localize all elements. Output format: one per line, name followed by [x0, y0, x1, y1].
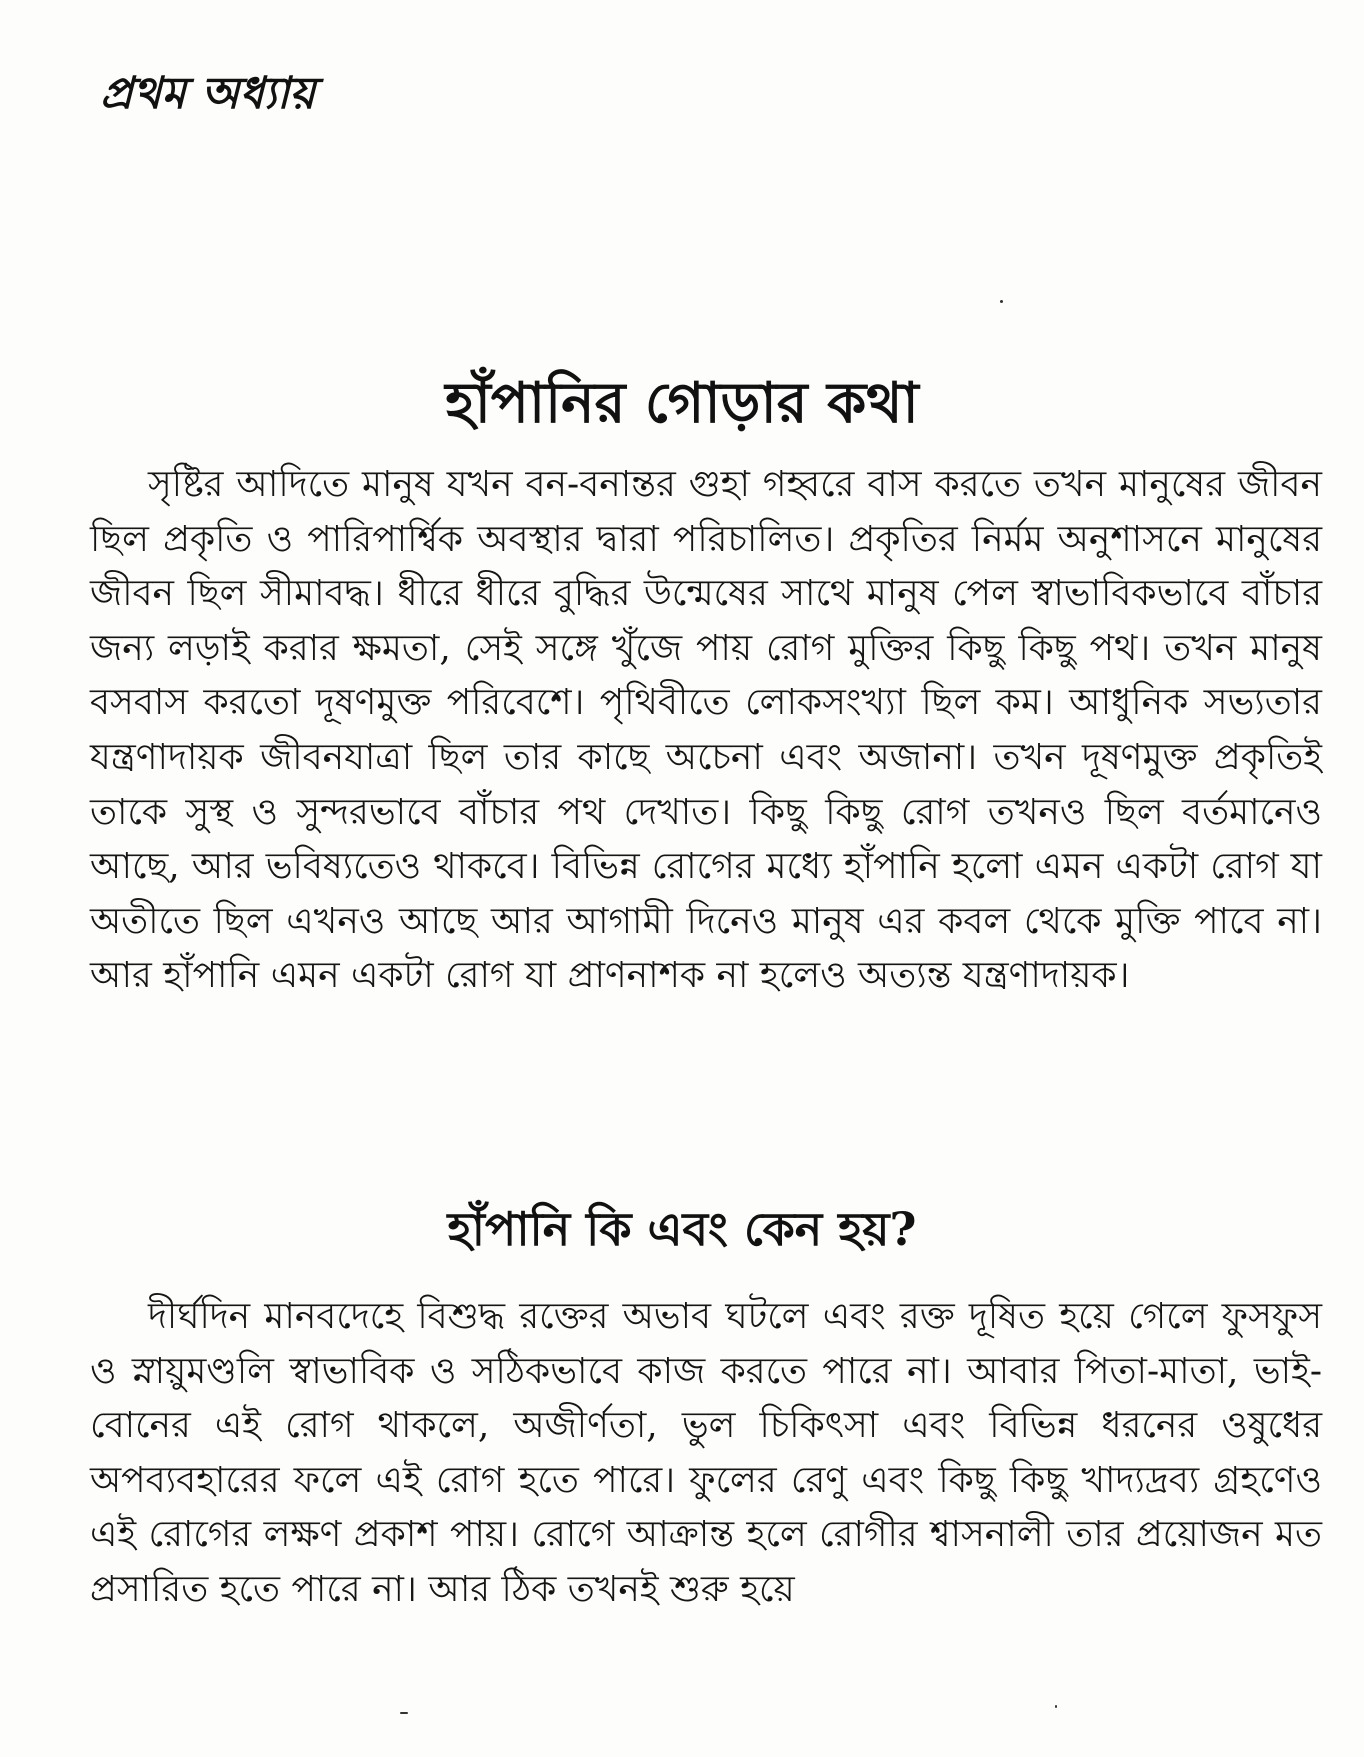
body-paragraph-what-and-why: দীর্ঘদিন মানবদেহে বিশুদ্ধ রক্তের অভাব ঘটলে এবং রক্ত দূষিত হয়ে গেলে ফুসফুস ও স্নায়ুমণ্ডলি স্বাভাবিক ও সঠিকভাবে কাজ করতে পারে না। আবার পিতা-মাতা, ভাই-বোনের এই রোগ থাকলে, অজীর্ণতা, ভুল চিকিৎসা এবং বিভিন্ন ধরনের ওষুধের অপব্যবহারের ফলে এই রোগ হতে পারে। ফুলের রেণু এবং কিছু কিছু খাদ্যদ্রব্য গ্রহণেও এই রোগের লক্ষণ প্রকাশ পায়। রোগে আক্রান্ত হলে রোগীর শ্বাসনালী তার প্রয়োজন মত প্রসারিত হতে পারে না। আর ঠিক তখনই শুরু হয়ে	[90, 1296, 1322, 1610]
scan-speck	[400, 1712, 408, 1714]
section-heading-what-and-why: হাঁপানি কি এবং কেন হয়?	[447, 1202, 917, 1256]
scan-speck	[1000, 300, 1003, 303]
section-heading-origins: হাঁপানির গোড়ার কথা	[445, 370, 919, 436]
body-paragraph-origins: সৃষ্টির আদিতে মানুষ যখন বন-বনান্তর গুহা গহ্বরে বাস করতে তখন মানুষের জীবন ছিল প্রকৃতি ও পারিপার্শ্বিক অবস্থার দ্বারা পরিচালিত। প্রকৃতির নির্মম অনুশাসনে মানুষের জীবন ছিল সীমাবদ্ধ। ধীরে ধীরে বুদ্ধির উন্মেষের সাথে মানুষ পেল স্বাভাবিকভাবে বাঁচার জন্য লড়াই করার ক্ষমতা, সেই সঙ্গে খুঁজে পায় রোগ মুক্তির কিছু কিছু পথ। তখন মানুষ বসবাস করতো দূষণমুক্ত পরিবেশে। পৃথিবীতে লোকসংখ্যা ছিল কম। আধুনিক সভ্যতার যন্ত্রণাদায়ক জীবনযাত্রা ছিল তার কাছে অচেনা এবং অজানা। তখন দূষণমুক্ত প্রকৃতিই তাকে সুস্থ ও সুন্দরভাবে বাঁচার পথ দেখাত। কিছু কিছু রোগ তখনও ছিল বর্তমানেও আছে, আর ভবিষ্যতেও থাকবে। বিভিন্ন রোগের মধ্যে হাঁপানি হলো এমন একটা রোগ যা অতীতে ছিল এখনও আছে আর আগামী দিনেও মানুষ এর কবল থেকে মুক্তি পাবে না। আর হাঁপানি এমন একটা রোগ যা প্রাণনাশক না হলেও অত্যন্ত যন্ত্রণাদায়ক।	[90, 464, 1322, 997]
scan-speck	[1055, 1705, 1057, 1708]
chapter-label: প্রথম অধ্যায়	[100, 68, 316, 119]
